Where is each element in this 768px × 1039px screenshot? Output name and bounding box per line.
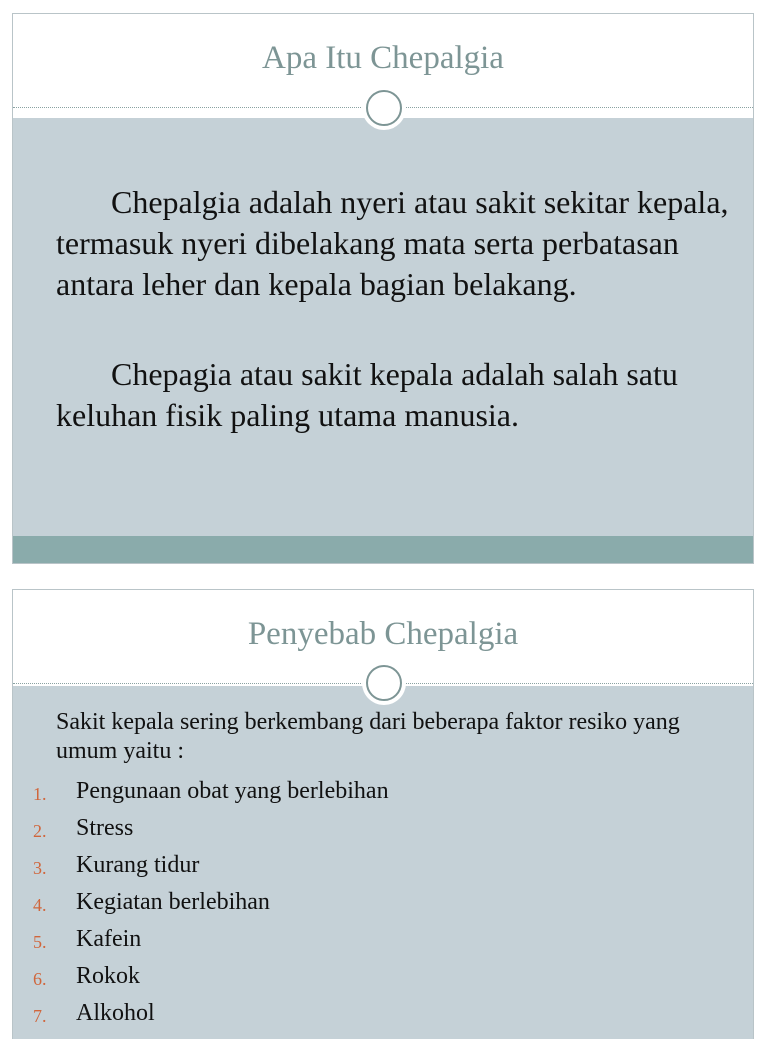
list-item-number: 4.: [33, 895, 47, 915]
slide-causes-of-chepalgia: [12, 589, 754, 1039]
circle-ornament-icon: [362, 86, 406, 130]
causes-intro: Sakit kepala sering berkembang dari beberapa faktor resiko yang umum yaitu :: [56, 709, 680, 764]
list-item-number: 5.: [33, 932, 47, 952]
list-item: [13, 776, 753, 813]
list-item-text: Kurang tidur: [76, 852, 200, 878]
definition-paragraph: Chepalgia adalah nyeri atau sakit sekitar kepala, termasuk nyeri dibelakang mata serta perbatasan antara leher dan kepala bagian belakang.: [56, 184, 729, 302]
list-item: [13, 961, 753, 998]
slide-footer-bar: [13, 536, 753, 563]
list-item-number: 3.: [33, 858, 47, 878]
list-item-number: 6.: [33, 969, 47, 989]
list-item-text: Kafein: [76, 926, 142, 952]
list-item: [13, 887, 753, 924]
list-item: [13, 850, 753, 887]
list-item-number: 1.: [33, 784, 47, 804]
list-item-text: Alkohol: [76, 1000, 155, 1026]
list-item: [13, 813, 753, 850]
complaint-paragraph: Chepagia atau sakit kepala adalah salah satu keluhan fisik paling utama manusia.: [56, 356, 678, 433]
risk-factor-list: [13, 776, 753, 1035]
slide-body: [13, 118, 753, 536]
list-item: [13, 924, 753, 961]
list-item-text: Rokok: [76, 963, 141, 989]
circle-ornament-icon: [362, 661, 406, 705]
slide-title: Apa Itu Chepalgia: [262, 40, 504, 76]
list-item: [13, 998, 753, 1035]
list-item-text: Pengunaan obat yang berlebihan: [76, 778, 389, 804]
list-item-number: 2.: [33, 821, 47, 841]
slide-what-is-chepalgia: [12, 13, 754, 564]
slide-title: Penyebab Chepalgia: [247, 616, 519, 652]
list-item-text: Kegiatan berlebihan: [76, 889, 270, 915]
list-item-text: Stress: [76, 815, 134, 841]
list-item-number: 7.: [33, 1006, 47, 1026]
